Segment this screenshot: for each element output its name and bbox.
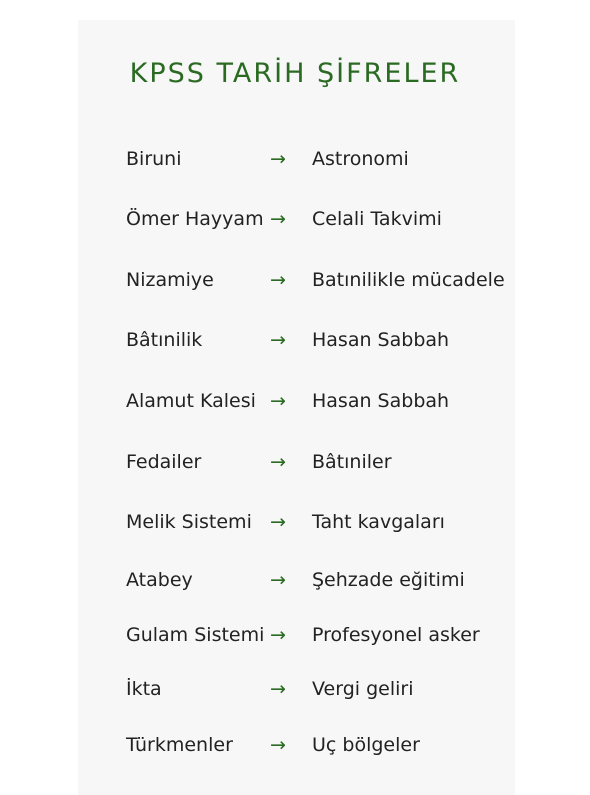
list-item bbox=[0, 144, 590, 184]
arrow-right-icon: → bbox=[270, 678, 286, 700]
list-item bbox=[0, 674, 590, 714]
meaning-label: Batınilikle mücadele bbox=[312, 269, 505, 291]
meaning-label: Profesyonel asker bbox=[312, 624, 480, 646]
list-item bbox=[0, 265, 590, 305]
meaning-label: Hasan Sabbah bbox=[312, 390, 450, 412]
meaning-label: Astronomi bbox=[312, 148, 409, 170]
list-item bbox=[0, 565, 590, 605]
term-label: Bâtınilik bbox=[126, 329, 203, 351]
term-label: Alamut Kalesi bbox=[126, 390, 256, 412]
list-item bbox=[0, 325, 590, 365]
term-label: Biruni bbox=[126, 148, 182, 170]
list-item bbox=[0, 620, 590, 660]
list-item bbox=[0, 447, 590, 487]
arrow-right-icon: → bbox=[270, 390, 286, 412]
page-title: KPSS TARİH ŞİFRELER bbox=[129, 58, 461, 89]
term-label: Atabey bbox=[126, 569, 193, 591]
meaning-label: Şehzade eğitimi bbox=[312, 569, 465, 591]
list-item bbox=[0, 730, 590, 770]
meaning-label: Vergi geliri bbox=[312, 678, 414, 700]
term-label: Fedailer bbox=[126, 451, 202, 473]
meaning-label: Uç bölgeler bbox=[312, 734, 420, 756]
arrow-right-icon: → bbox=[270, 329, 286, 351]
list-item bbox=[0, 204, 590, 244]
meaning-label: Celali Takvimi bbox=[312, 208, 442, 230]
meaning-label: Bâtıniler bbox=[312, 451, 392, 473]
term-label: Melik Sistemi bbox=[126, 511, 252, 533]
arrow-right-icon: → bbox=[270, 269, 286, 291]
meaning-label: Taht kavgaları bbox=[312, 511, 445, 533]
arrow-right-icon: → bbox=[270, 208, 286, 230]
term-label: İkta bbox=[126, 678, 162, 700]
arrow-right-icon: → bbox=[270, 734, 286, 756]
term-label: Gulam Sistemi bbox=[126, 624, 265, 646]
arrow-right-icon: → bbox=[270, 148, 286, 170]
arrow-right-icon: → bbox=[270, 511, 286, 533]
arrow-right-icon: → bbox=[270, 624, 286, 646]
term-label: Nizamiye bbox=[126, 269, 214, 291]
arrow-right-icon: → bbox=[270, 451, 286, 473]
list-item bbox=[0, 507, 590, 547]
term-label: Ömer Hayyam bbox=[126, 208, 264, 230]
arrow-right-icon: → bbox=[270, 569, 286, 591]
list-item bbox=[0, 386, 590, 426]
term-label: Türkmenler bbox=[126, 734, 233, 756]
meaning-label: Hasan Sabbah bbox=[312, 329, 450, 351]
